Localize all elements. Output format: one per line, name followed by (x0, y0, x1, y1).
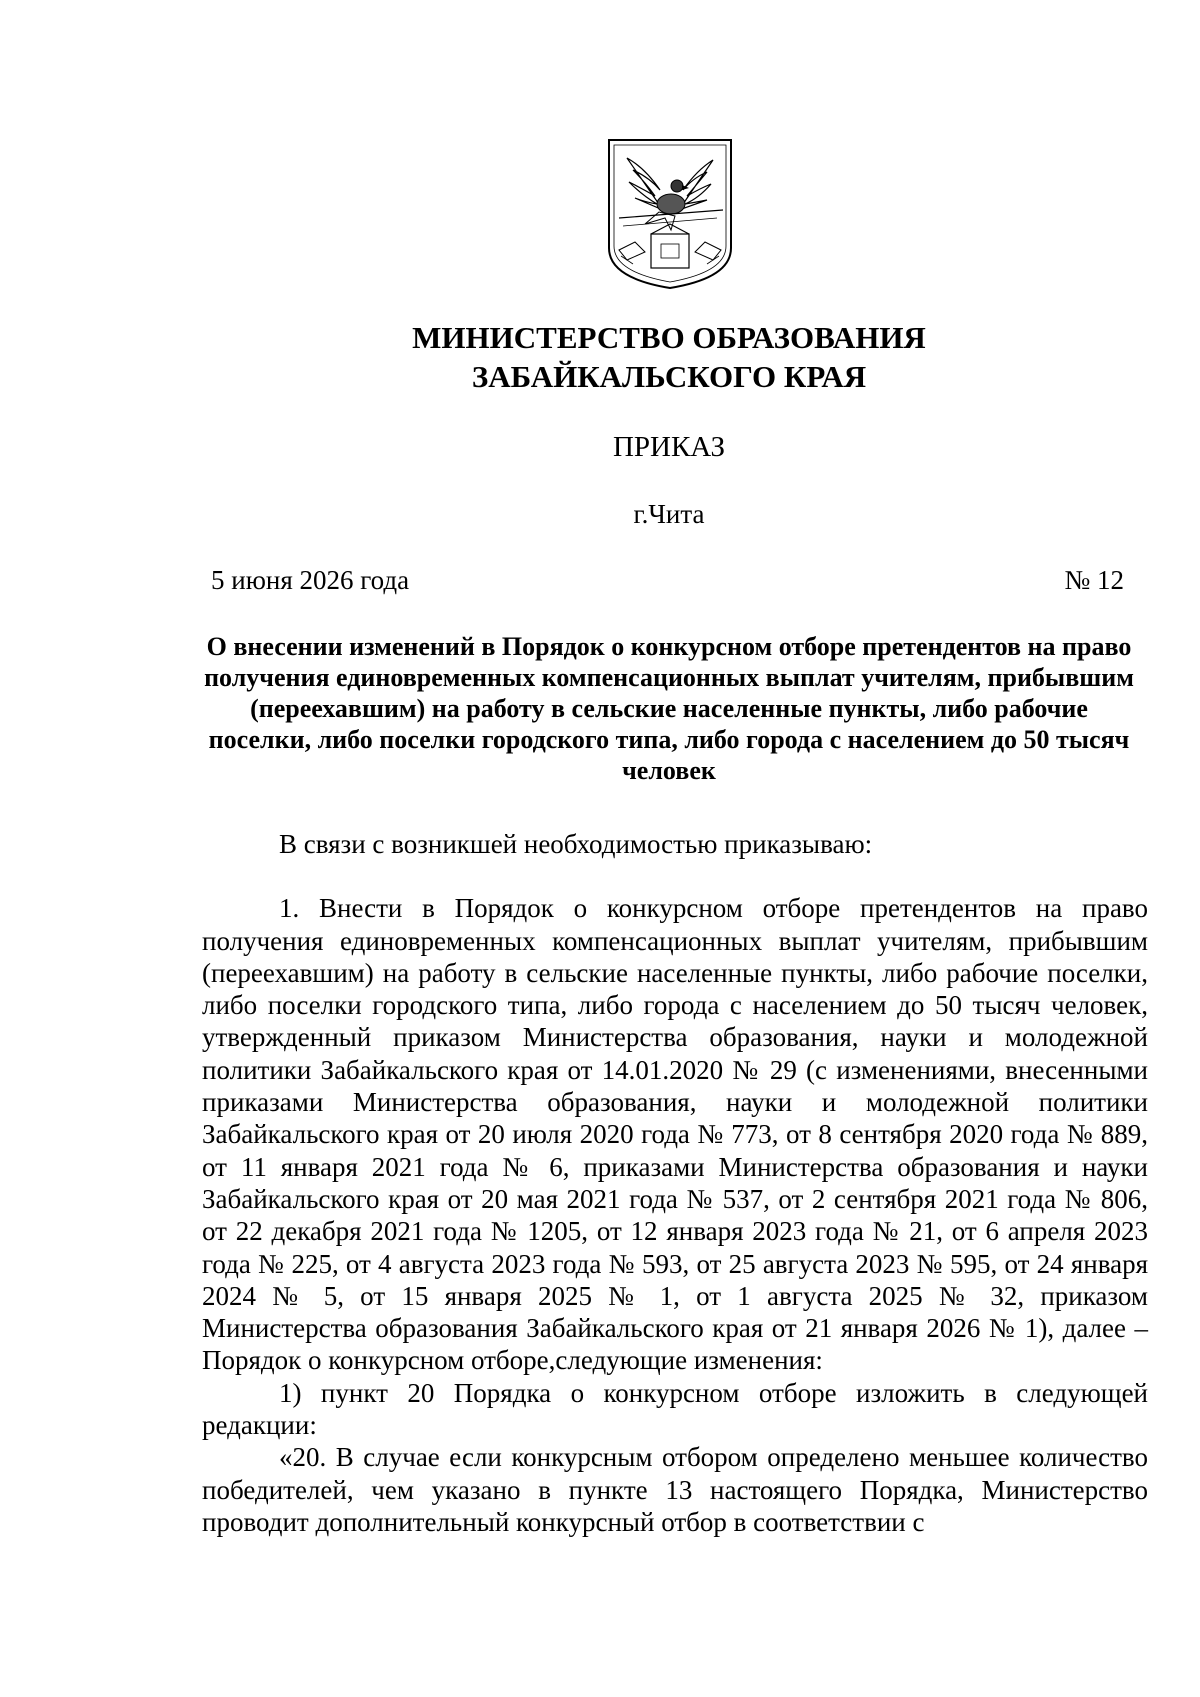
document-type: ПРИКАЗ (612, 431, 726, 463)
document-date: 5 июня 2026 года (211, 565, 410, 595)
body-paragraph-2: 1) пункт 20 Порядка о конкурсном отборе изложить в следующей редакции: (202, 1377, 1148, 1441)
body-paragraph-1: 1. Внести в Порядок о конкурсном отборе претендентов на право получения единовременных компенсационных выплат учителям, прибывшим (переехавшим) на работу в сельские населенные пункты, либо рабочие поселки, либо поселки городского типа, либо города с населением до 50 тысяч человек, утвержденный приказом Министерства образования, науки и молодежной политики Забайкальского края от 14.01.2020 № 29 (с изменениями, внесенными приказами Министерства образования, науки и молодежной политики Забайкальского края от 20 июля 2020 года № 773, от 8 сентября 2020 года № 889, от 11 января 2021 года № 6, приказами Министерства образования и науки Забайкальского края от 20 мая 2021 года № 537, от 2 сентября 2021 года № 806, от 22 декабря 2021 года № 1205, от 12 января 2023 года № 21, от 6 апреля 2023 года № 225, от 4 августа 2023 года № 593, от 25 августа 2023 № 595, от 24 января 2024 № 5, от 15 января 2025 № 1, от 1 августа 2025 № 32, приказом Министерства образования Забайкальского края от 21 января 2026 № 1), далее – Порядок о конкурсном отборе,следующие изменения: (202, 893, 1148, 1376)
coat-of-arms-icon (605, 138, 735, 290)
body-paragraph-preamble: В связи с возникшей необходимостью приказываю: (279, 829, 873, 859)
ministry-name (0, 318, 1200, 396)
document-subject: О внесении изменений в Порядок о конкурсном отборе претендентов на право получения единовременных компенсационных выплат учителям, прибывшим (переехавшим) на работу в сельские населенные пункты, либо рабочие поселки, либо поселки городского типа, либо города с населением до 50 тысяч человек (204, 632, 1134, 785)
document-number: № 12 (1064, 565, 1124, 595)
ministry-line-1: МИНИСТЕРСТВО ОБРАЗОВАНИЯ (412, 320, 926, 355)
document-body (202, 828, 1148, 1538)
body-paragraph-3: «20. В случае если конкурсным отбором определено меньшее количество победителей, чем указано в пункте 13 настоящего Порядка, Министерство проводит дополнительный конкурсный отбор в соответствии с (202, 1442, 1148, 1537)
city: г.Чита (633, 499, 705, 529)
ministry-line-2: ЗАБАЙКАЛЬСКОГО КРАЯ (471, 359, 867, 394)
